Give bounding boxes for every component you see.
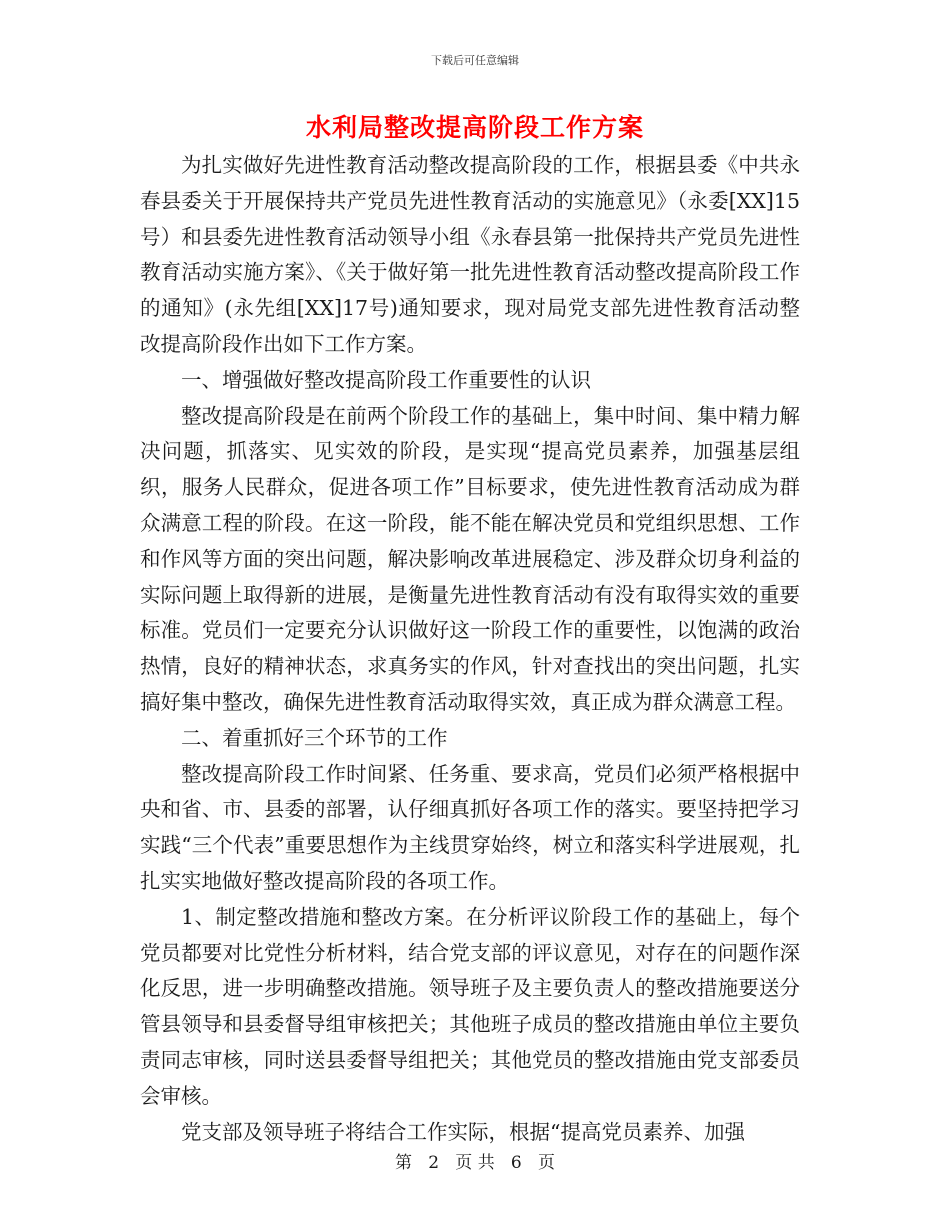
footer-prefix: 第 — [395, 1153, 413, 1173]
paragraph-item-1: 1、制定整改措施和整改方案。在分析评议阶段工作的基础上，每个党员都要对比党性分析材料，结合党支部的评议意见，对存在的问题作深化反思，进一步明确整改措施。领导班子及主要负责人的整改措施要送分管县领导和县委督导组审核把关；其他班子成员的整改措施由单位主要负责同志审核，同时送县委督导组把关；其他党员的整改措施由党支部委员会审核。 — [140, 904, 800, 1108]
paragraph-continued: 党支部及领导班子将结合工作实际，根据“提高党员素养、加强 — [181, 1119, 745, 1144]
paragraph-section-2: 整改提高阶段工作时间紧、任务重、要求高，党员们必须严格根据中央和省、市、县委的部署，认仔细真抓好各项工作的落实。要坚持把学习实践“三个代表”重要思想作为主线贯穿始终，树立和落实科学进展观，扎扎实实地做好整改提高阶段的各项工作。 — [140, 761, 800, 893]
footer-middle: 页 共 — [455, 1153, 495, 1173]
section-heading-1: 一、增强做好整改提高阶段工作重要性的认识 — [181, 367, 591, 392]
footer-suffix: 页 — [537, 1153, 555, 1173]
footer-current-page: 2 — [428, 1153, 440, 1173]
document-title: 水利局整改提高阶段工作方案 — [305, 113, 644, 142]
document-body — [140, 148, 800, 1150]
footer-total-pages: 6 — [510, 1153, 522, 1173]
section-heading-2: 二、着重抓好三个环节的工作 — [181, 725, 448, 750]
paragraph-intro: 为扎实做好先进性教育活动整改提高阶段的工作，根据县委《中共永春县委关于开展保持共产党员先进性教育活动的实施意见》（永委[XX]15号）和县委先进性教育活动领导小组《永春县第一批保持共产党员先进性教育活动实施方案》、《关于做好第一批先进性教育活动整改提高阶段工作的通知》(永先组[XX]17号)通知要求，现对局党支部先进性教育活动整改提高阶段作出如下工作方案。 — [140, 153, 800, 356]
paragraph-section-1: 整改提高阶段是在前两个阶段工作的基础上，集中时间、集中精力解决问题，抓落实、见实效的阶段，是实现“提高党员素养，加强基层组织，服务人民群众，促进各项工作”目标要求，使先进性教育活动成为群众满意工程的阶段。在这一阶段，能不能在解决党员和党组织思想、工作和作风等方面的突出问题，解决影响改革进展稳定、涉及群众切身利益的实际问题上取得新的进展，是衡量先进性教育活动有没有取得实效的重要标准。党员们一定要充分认识做好这一阶段工作的重要性，以饱满的政治热情，良好的精神状态，求真务实的作风，针对查找出的突出问题，扎实搞好集中整改，确保先进性教育活动取得实效，真正成为群众满意工程。 — [140, 403, 800, 714]
header-note: 下载后可任意编辑 — [431, 54, 519, 67]
page-footer — [0, 1152, 950, 1174]
